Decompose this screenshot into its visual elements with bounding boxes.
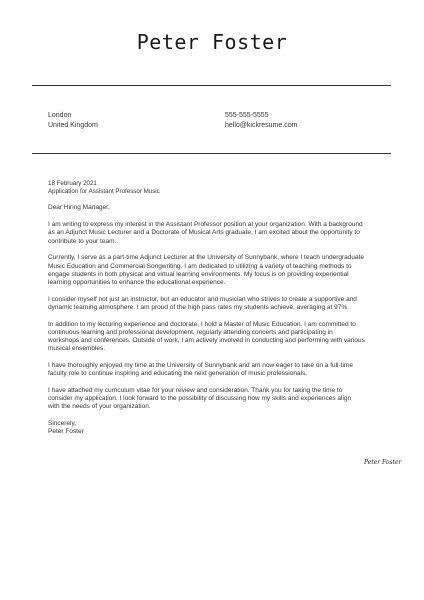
phone-number: 555-555-5555	[225, 112, 269, 119]
signature: Peter Foster	[364, 459, 402, 466]
paragraph: Currently, I serve as a part-time Adjunct Lecturer at the University of Sunnybank, where I teach undergraduate Music Education and Commercial Songwriting. I am dedicated to utilizing a variety of teaching methods to engage students in both physical and virtual learning environments. My focus is on providing experiential learning opportunities to enhance the educational experience.	[48, 254, 365, 286]
paragraph: In addition to my lecturing experience and doctorate, I hold a Master of Music Education. I am committed to continuous learning and professional development, regularly attending concerts and participating in workshops and conferences. Outside of work, I am actively involved in conducting and performing with various musical ensembles.	[48, 320, 365, 353]
paragraph: I have attached my curriculum vitae for your review and consideration. Thank you for taking the time to consider my application. I look forward to the possibility of discussing how my skills and experiences align with the needs of your organization.	[48, 386, 352, 411]
letter-subject: Application for Assistant Professor Music	[48, 187, 160, 195]
paragraph: I am writing to express my interest in the Assistant Professor position at your organization. With a background as an Adjunct Music Lecturer and a Doctorate of Musical Arts graduate, I am excited about the opportunity to contribute to your team.	[48, 221, 363, 245]
contact-block	[225, 111, 297, 131]
bottom-divider	[32, 153, 391, 154]
signer-name: Peter Foster	[48, 428, 84, 436]
address-block	[48, 111, 98, 131]
letter-body	[48, 180, 393, 436]
top-divider	[32, 85, 391, 86]
letter-closing: Sincerely,	[48, 419, 77, 427]
email-address: hello@kickresume.com	[225, 122, 298, 129]
applicant-name: Peter Foster	[136, 30, 288, 54]
paragraph: I consider myself not just an instructor, but an educator and musician who strives to create a supportive and dynamic learning atmosphere. I am proud of the high pass rates my students achieve, averaging at 97%.	[48, 295, 357, 311]
country: United Kingdom	[48, 122, 98, 129]
city: London	[48, 112, 72, 119]
letter-greeting: Dear Hiring Manager,	[48, 204, 110, 211]
paragraph: I have thoroughly enjoyed my time at the University of Sunnybank and am now eager to take on a full-time faculty role to continue inspiring and educating the next generation of music professionals.	[48, 361, 353, 378]
letter-date: 18 February 2021	[48, 180, 97, 187]
